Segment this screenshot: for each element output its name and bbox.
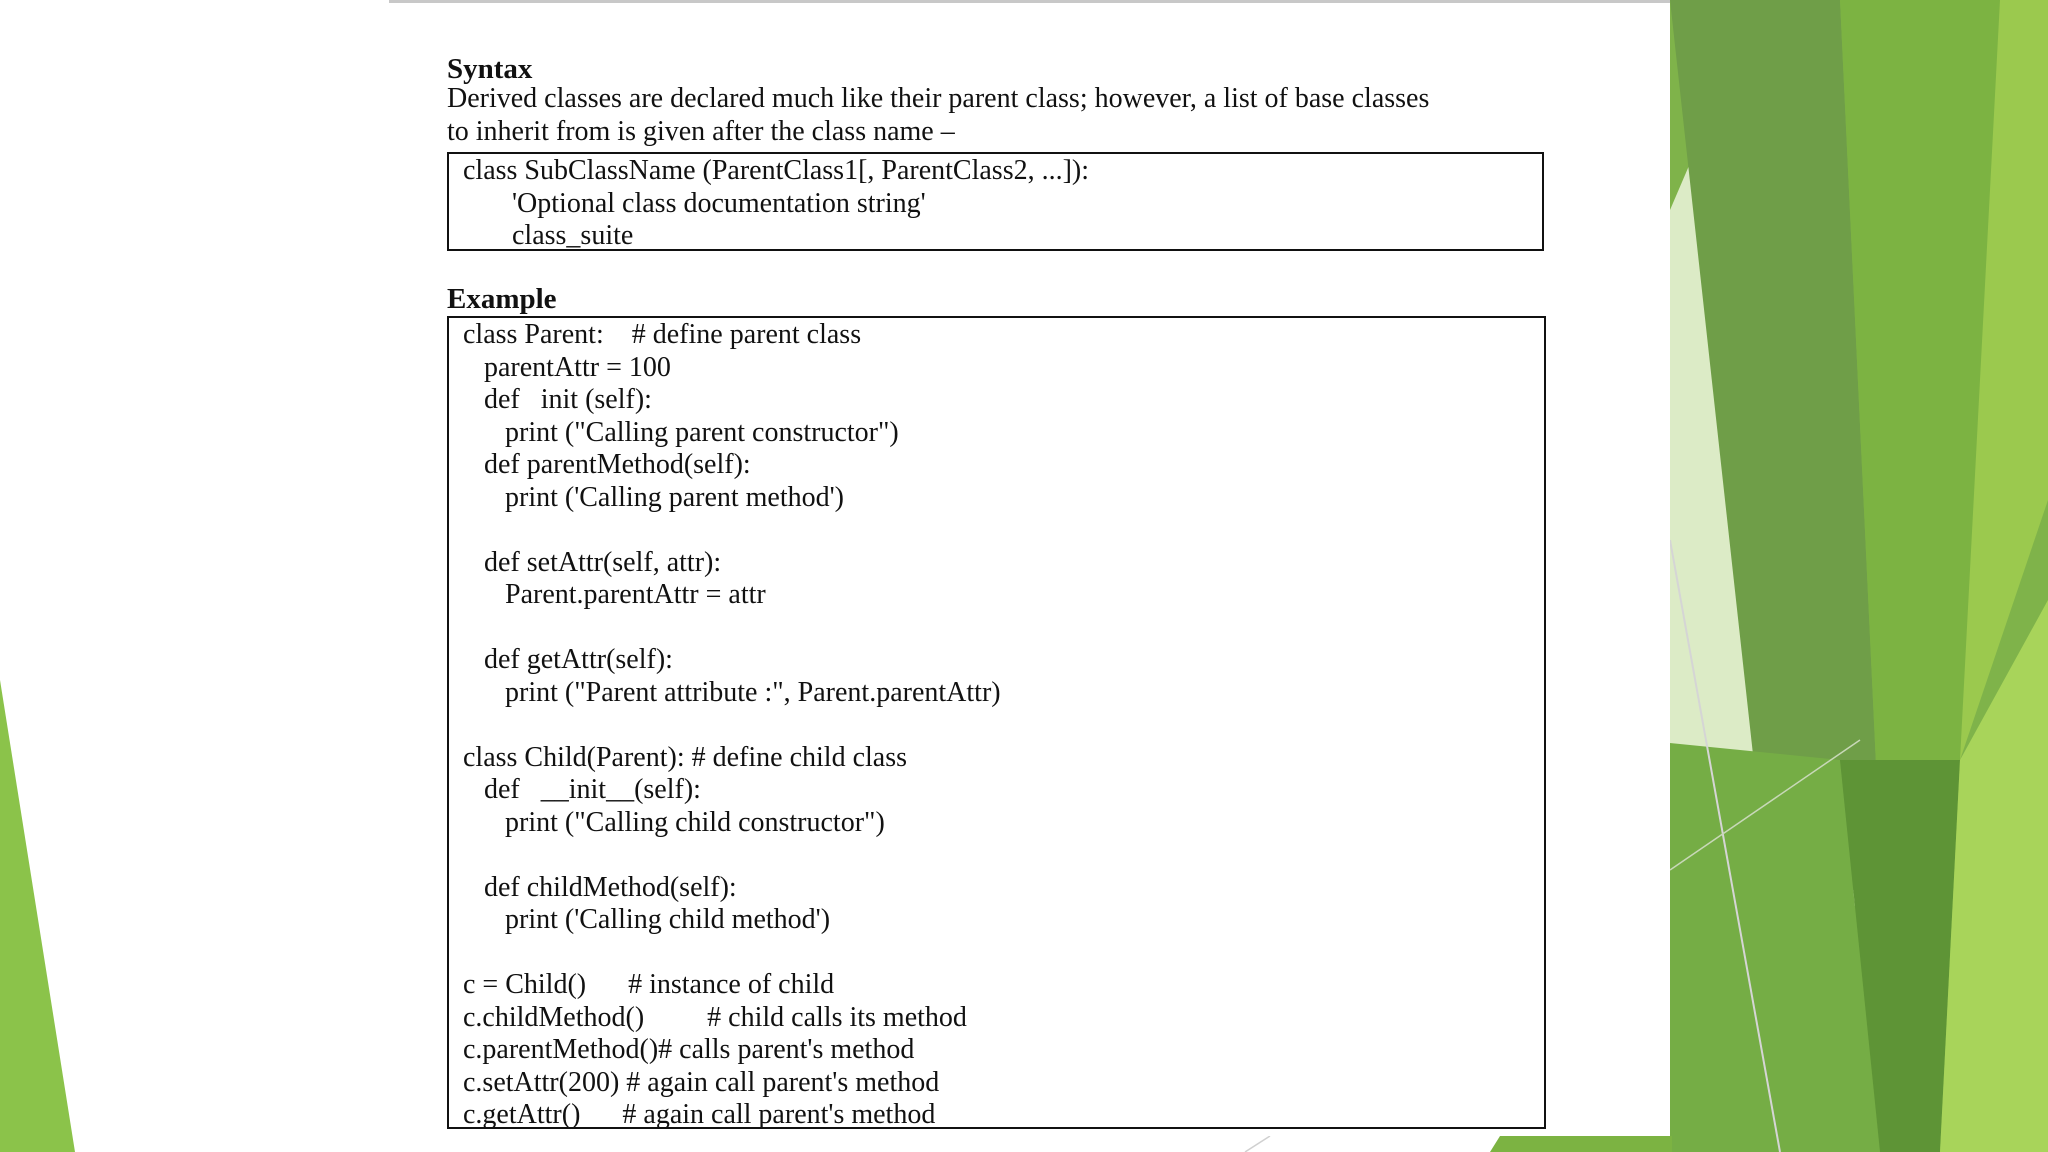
code-line bbox=[463, 937, 1544, 970]
code-line: c.getAttr() # again call parent's method bbox=[463, 1099, 936, 1130]
code-line bbox=[463, 709, 1544, 742]
code-line bbox=[463, 612, 1544, 645]
code-line: def getAttr(self): bbox=[463, 644, 673, 675]
syntax-paragraph bbox=[447, 83, 1547, 148]
code-line: def parentMethod(self): bbox=[463, 449, 751, 480]
code-line: print ('Calling child method') bbox=[463, 904, 831, 935]
code-line: def __init__(self): bbox=[463, 774, 701, 805]
code-line: c = Child() # instance of child bbox=[463, 969, 835, 1000]
syntax-paragraph-line: to inherit from is given after the class name – bbox=[447, 115, 955, 147]
code-line: print ("Parent attribute :", Parent.parentAttr) bbox=[463, 676, 1001, 708]
code-line: class Parent: # define parent class bbox=[463, 319, 862, 350]
code-line: parentAttr = 100 bbox=[463, 351, 671, 383]
code-line: class Child(Parent): # define child class bbox=[463, 741, 907, 773]
code-line: print ("Calling child constructor") bbox=[463, 806, 885, 838]
code-line: def setAttr(self, attr): bbox=[463, 546, 722, 578]
code-line: 'Optional class documentation string' bbox=[463, 187, 926, 219]
code-line: c.setAttr(200) # again call parent's method bbox=[463, 1066, 940, 1098]
syntax-paragraph-line: Derived classes are declared much like their parent class; however, a list of base classes bbox=[447, 83, 1430, 114]
code-line bbox=[463, 839, 1544, 872]
code-line: def init (self): bbox=[463, 384, 652, 415]
code-line: print ('Calling parent method') bbox=[463, 481, 845, 513]
document-page bbox=[389, 0, 1670, 1136]
example-code-box bbox=[447, 316, 1546, 1129]
code-line: class SubClassName (ParentClass1[, ParentClass2, ...]): bbox=[463, 155, 1090, 186]
syntax-heading: Syntax bbox=[447, 53, 533, 85]
code-line: print ("Calling parent constructor") bbox=[463, 416, 899, 448]
code-line: class_suite bbox=[463, 220, 634, 251]
syntax-code-box bbox=[447, 152, 1544, 251]
code-line: c.childMethod() # child calls its method bbox=[463, 1001, 967, 1033]
code-line: c.parentMethod()# calls parent's method bbox=[463, 1034, 915, 1065]
code-line: Parent.parentAttr = attr bbox=[463, 579, 766, 610]
code-line bbox=[463, 514, 1544, 547]
example-heading: Example bbox=[447, 283, 557, 315]
code-line: def childMethod(self): bbox=[463, 871, 737, 903]
